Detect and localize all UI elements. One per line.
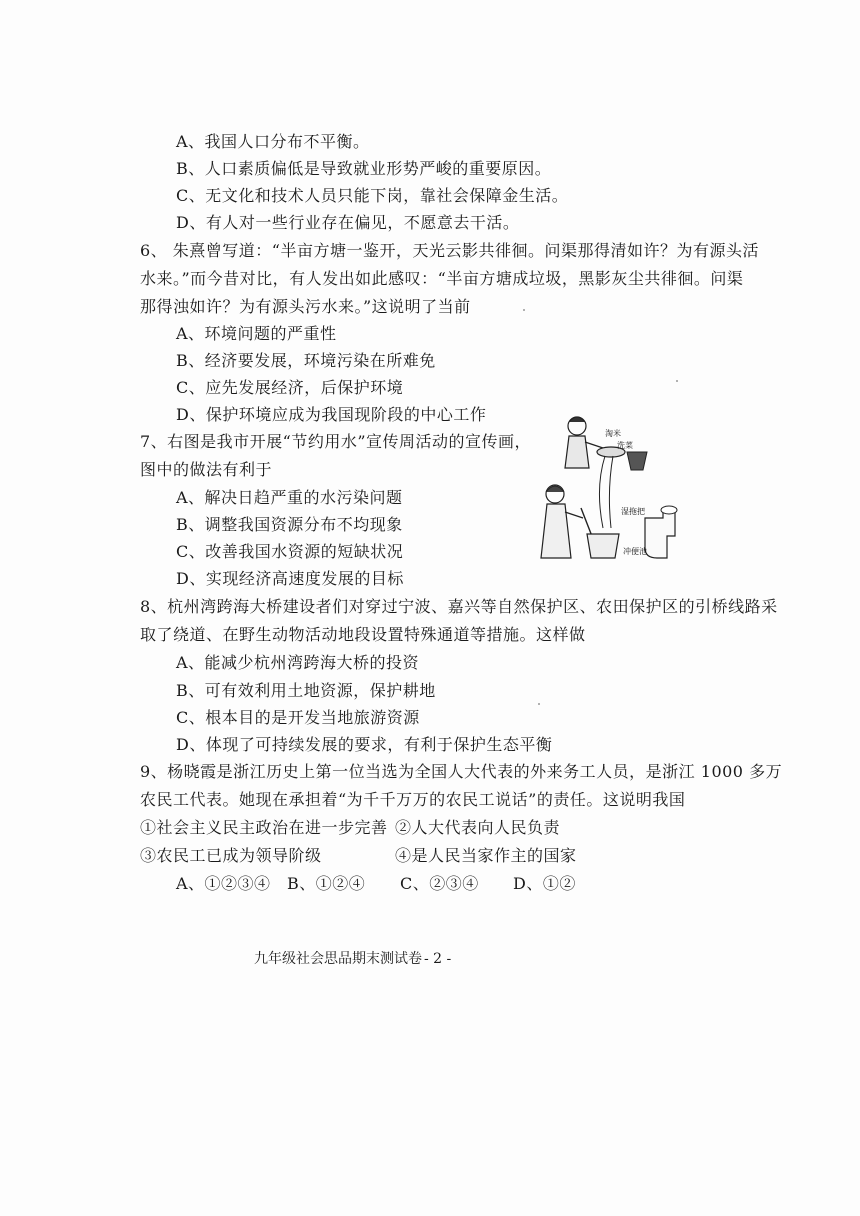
top-woman-hair xyxy=(569,417,585,422)
top-woman-body xyxy=(565,436,589,468)
q9-statement-3: ③农民工已成为领导阶级 xyxy=(140,846,322,865)
q9-stem-line-1: 9、杨晓霞是浙江历史上第一位当选为全国人大代表的外来务工人员，是浙江 1000 多万 xyxy=(140,762,783,781)
scan-speck xyxy=(676,380,678,382)
q7-option-c: C、改善我国水资源的短缺状况 xyxy=(176,542,404,561)
q8-stem-line-2: 取了绕道、在野生动物活动地段设置特殊通道等措施。这样做 xyxy=(140,625,586,644)
q6-option-d: D、保护环境应成为我国现阶段的中心工作 xyxy=(176,405,487,424)
q9-statement-4: ④是人民当家作主的国家 xyxy=(395,846,577,865)
bottom-woman-arm xyxy=(565,512,583,518)
label-shi-tuo-ba: 湿拖把 xyxy=(621,507,645,516)
q5-option-c: C、无文化和技术人员只能下岗，靠社会保障金生活。 xyxy=(176,186,569,205)
q9-option-b: B、①②④ xyxy=(287,874,366,893)
q7-option-a: A、解决日趋严重的水污染问题 xyxy=(176,488,403,507)
q9-option-a: A、①②③④ xyxy=(176,874,271,893)
q7-stem-line-2: 图中的做法有利于 xyxy=(140,460,273,479)
q7-stem-line-1: 7、右图是我市开展“节约用水”宣传周活动的宣传画， xyxy=(140,432,532,451)
label-xi-cai: 洗菜 xyxy=(617,441,633,450)
scan-speck xyxy=(523,309,525,311)
q8-option-b: B、可有效利用土地资源，保护耕地 xyxy=(176,681,436,700)
q8-option-a: A、能减少杭州湾跨海大桥的投资 xyxy=(176,653,420,672)
q6-stem-line-3: 那得浊如许？为有源头污水来。”这说明了当前 xyxy=(140,297,471,316)
top-woman-arm xyxy=(585,442,603,448)
scan-speck xyxy=(538,703,540,705)
q6-stem-line-2: 水来。”而今昔对比，有人发出如此感叹：“半亩方塘成垃圾，黑影灰尘共徘徊。问渠 xyxy=(140,269,744,288)
q5-option-a: A、我国人口分布不平衡。 xyxy=(176,132,370,151)
toilet xyxy=(645,512,675,558)
q7-option-d: D、实现经济高速度发展的目标 xyxy=(176,569,404,588)
q9-option-d: D、①② xyxy=(513,874,576,893)
label-chong-bian-chi: 冲便池 xyxy=(623,547,647,556)
q8-option-c: C、根本目的是开发当地旅游资源 xyxy=(176,708,420,727)
q6-option-c: C、应先发展经济，后保护环境 xyxy=(176,378,404,397)
q5-option-b: B、人口素质偏低是导致就业形势严峻的重要原因。 xyxy=(176,159,552,178)
water-stream-left xyxy=(599,456,605,528)
top-bucket xyxy=(627,452,647,470)
q6-stem-line-1: 6、 朱熹曾写道：“半亩方塘一鉴开，天光云影共徘徊。问渠那得清如许？为有源头活 xyxy=(140,241,759,260)
footer-title: 九年级社会思品期末测试卷 xyxy=(254,951,422,967)
q9-statement-1: ①社会主义民主政治在进一步完善 xyxy=(140,818,388,837)
water-stream-right xyxy=(609,456,613,528)
water-saving-poster-illustration xyxy=(535,408,685,568)
bottom-bucket xyxy=(587,534,619,558)
q9-statement-2: ②人大代表向人民负责 xyxy=(395,818,561,837)
q7-option-b: B、调整我国资源分布不均现象 xyxy=(176,515,403,534)
q6-option-a: A、环境问题的严重性 xyxy=(176,324,337,343)
toilet-tank-top xyxy=(661,506,677,514)
q6-option-b: B、经济要发展，环境污染在所难免 xyxy=(176,351,436,370)
q9-option-c: C、②③④ xyxy=(400,874,479,893)
q5-option-d: D、有人对一些行业存在偏见，不愿意去干活。 xyxy=(176,213,520,232)
q9-stem-line-2: 农民工代表。她现在承担着“为千千万万的农民工说话”的责任。这说明我国 xyxy=(140,790,686,809)
page-number: - 2 - xyxy=(424,951,452,967)
q8-option-d: D、体现了可持续发展的要求，有利于保护生态平衡 xyxy=(176,735,553,754)
q8-stem-line-1: 8、杭州湾跨海大桥建设者们对穿过宁波、嘉兴等自然保护区、农田保护区的引桥线路采 xyxy=(140,597,778,616)
label-tao-mi: 淘米 xyxy=(605,429,621,438)
